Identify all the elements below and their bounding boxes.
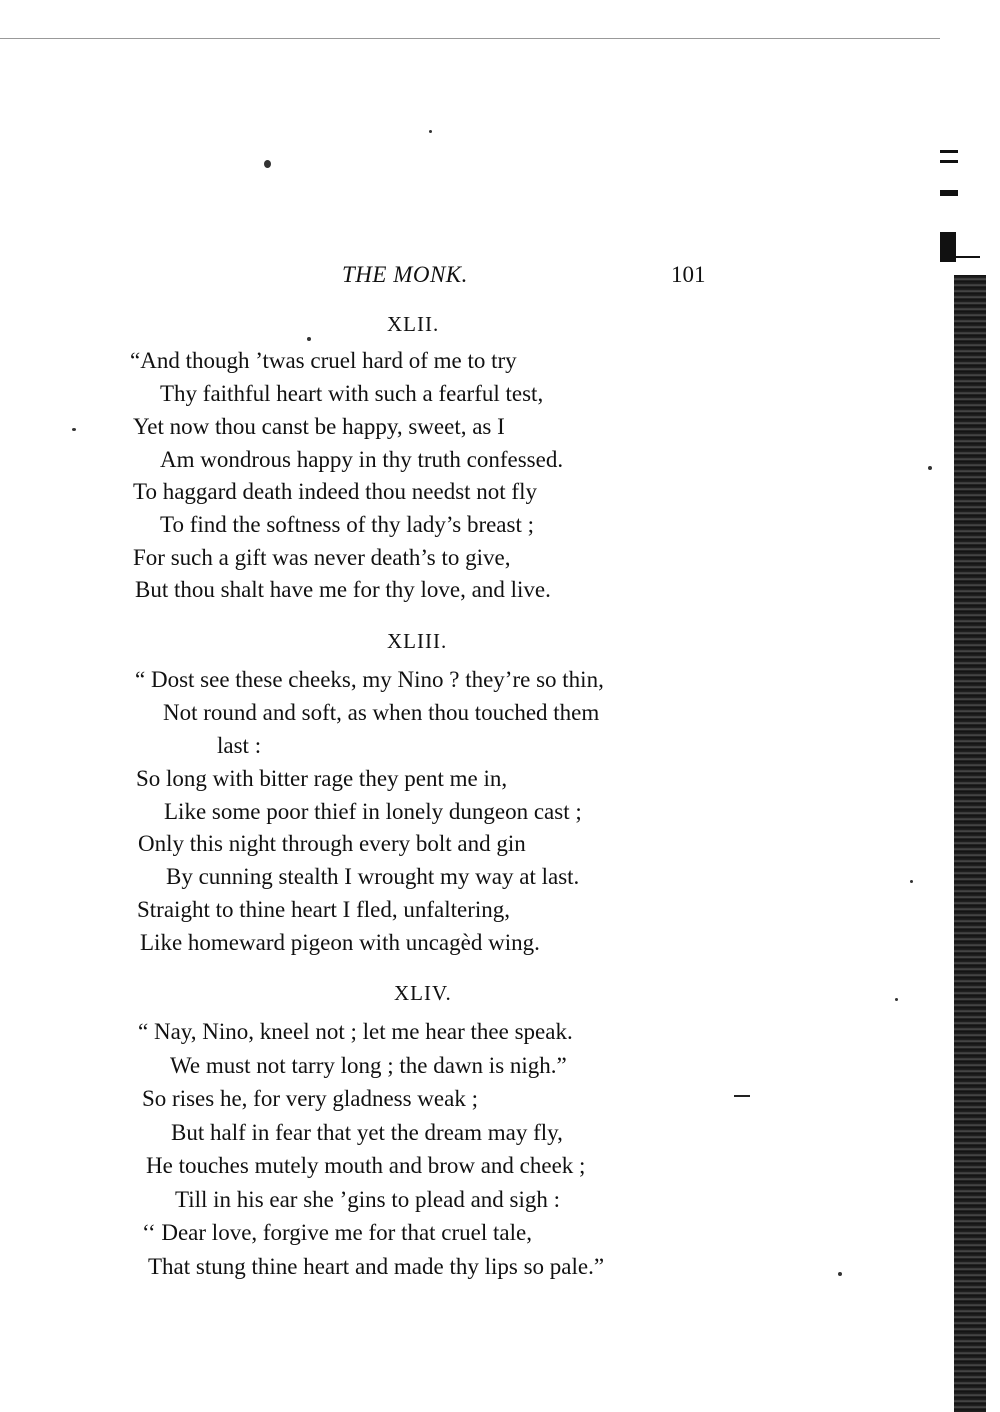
poem-line: ‘‘ Dear love, forgive me for that cruel tale, — [142, 1220, 532, 1245]
stanza-number: XLIV. — [394, 981, 452, 1005]
poem-line: But half in fear that yet the dream may fly, — [171, 1120, 563, 1145]
edge-mark — [940, 160, 958, 163]
scan-dash — [734, 1095, 750, 1097]
poem-line: By cunning stealth I wrought my way at last. — [166, 864, 580, 889]
poem-line: So rises he, for very gladness weak ; — [142, 1086, 478, 1111]
poem-line: Not round and soft, as when thou touched them — [163, 700, 600, 725]
poem-line: But thou shalt have me for thy love, and live. — [135, 577, 551, 602]
poem-line: “ Dost see these cheeks, my Nino ? they’re so thin, — [135, 667, 604, 692]
edge-mark — [940, 190, 958, 196]
poem-line: Straight to thine heart I fled, unfaltering, — [137, 897, 510, 922]
scanned-page-edge — [940, 0, 1000, 1412]
scan-speck — [429, 130, 432, 133]
poem-line: Like homeward pigeon with uncagèd wing. — [140, 930, 540, 955]
poem-line: “ Nay, Nino, kneel not ; let me hear thee speak. — [138, 1019, 573, 1044]
edge-mark — [940, 150, 958, 153]
scan-top-noise — [0, 38, 940, 39]
poem-line: Only this night through every bolt and gin — [138, 831, 526, 856]
running-title: THE MONK. — [342, 262, 468, 287]
page-header — [0, 258, 1000, 292]
poem-line: last : — [217, 733, 262, 758]
edge-mark — [940, 256, 980, 258]
edge-shadow — [954, 275, 986, 1412]
scan-speck — [72, 428, 76, 431]
poem-line: Thy faithful heart with such a fearful test, — [160, 381, 544, 406]
poem-line: Am wondrous happy in thy truth confessed. — [160, 447, 564, 472]
poem-line: So long with bitter rage they pent me in, — [136, 766, 508, 791]
poem-line: We must not tarry long ; the dawn is nigh.” — [170, 1053, 567, 1078]
scan-speck — [307, 337, 311, 341]
stanza-number: XLII. — [387, 312, 440, 336]
page-number: 101 — [671, 262, 706, 287]
poem-line: Till in his ear she ’gins to plead and sigh : — [175, 1187, 561, 1212]
poem-line: To find the softness of thy lady’s breast ; — [160, 512, 534, 537]
poem-line: Yet now thou canst be happy, sweet, as I — [133, 414, 505, 439]
stanza-number: XLIII. — [387, 629, 448, 653]
scan-speck — [838, 1272, 842, 1276]
poem-line: To haggard death indeed thou needst not fly — [133, 479, 537, 504]
scan-speck — [910, 880, 913, 883]
poem-line: He touches mutely mouth and brow and cheek ; — [146, 1153, 586, 1178]
poem-line: That stung thine heart and made thy lips so pale.” — [148, 1254, 605, 1279]
scan-speck — [928, 466, 932, 470]
poem-line: For such a gift was never death’s to give, — [133, 545, 511, 570]
poem-line: Like some poor thief in lonely dungeon cast ; — [164, 799, 582, 824]
scan-speck — [895, 998, 898, 1001]
poem-line: “And though ’twas cruel hard of me to try — [130, 348, 517, 373]
scan-speck — [264, 160, 271, 168]
